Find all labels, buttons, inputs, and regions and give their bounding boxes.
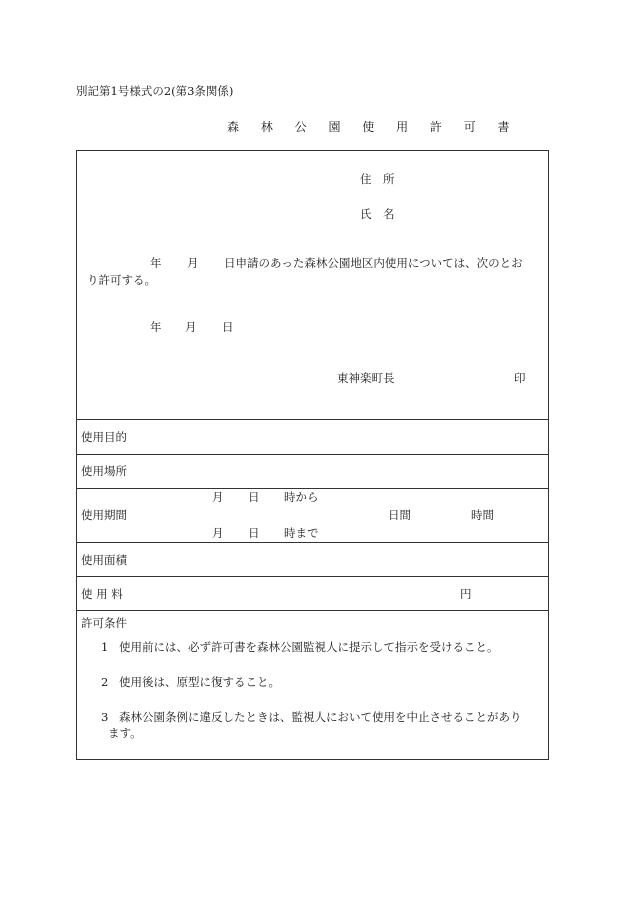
to-day-label: 日 [248, 526, 260, 540]
form-reference: 別記第1号様式の2(第3条関係) [76, 84, 234, 98]
application-year-label: 年 [150, 256, 162, 270]
to-time-label: 時まで [284, 526, 319, 540]
condition-number: 1 [101, 640, 109, 654]
area-label: 使用面積 [81, 553, 127, 567]
issue-month-label: 月 [185, 320, 197, 334]
from-month-label: 月 [212, 490, 224, 504]
to-month-label: 月 [212, 526, 224, 540]
fee-label: 使 用 料 [81, 587, 123, 601]
permit-form [76, 150, 549, 760]
issuer-name: 東神楽町長 [337, 371, 395, 385]
divider [77, 542, 548, 543]
period-label: 使用期間 [81, 508, 127, 522]
fee-unit-label: 円 [460, 587, 472, 601]
permission-statement: 日申請のあった森林公園地区内使用については、次のとお [224, 256, 523, 270]
address-label: 住 所 [360, 172, 395, 186]
from-day-label: 日 [248, 490, 260, 504]
divider [77, 454, 548, 455]
place-label: 使用場所 [81, 464, 127, 478]
condition-text: 使用後は、原型に復すること。 [119, 675, 280, 689]
days-count-label: 日間 [388, 508, 411, 522]
condition-number: 3 [101, 710, 109, 724]
seal-mark: 印 [514, 371, 526, 385]
document-title: 森 林 公 園 使 用 許 可 書 [227, 120, 519, 134]
divider [77, 576, 548, 577]
hours-count-label: 時間 [471, 508, 494, 522]
permission-statement-cont: り許可する。 [87, 273, 156, 287]
from-time-label: 時から [284, 490, 319, 504]
purpose-label: 使用目的 [81, 430, 127, 444]
condition-text: 使用前には、必ず許可書を森林公園監視人に提示して指示を受けること。 [119, 640, 499, 654]
divider [77, 419, 548, 420]
application-month-label: 月 [187, 256, 199, 270]
conditions-heading: 許可条件 [81, 616, 127, 630]
condition-text: 森林公園条例に違反したときは、監視人において使用を中止させることがあり [119, 710, 522, 724]
condition-number: 2 [101, 675, 109, 689]
divider [77, 488, 548, 489]
issue-day-label: 日 [222, 320, 234, 334]
condition-text-cont: ます。 [108, 726, 142, 740]
divider [77, 610, 548, 611]
issue-year-label: 年 [150, 320, 162, 334]
name-label: 氏 名 [360, 207, 395, 221]
